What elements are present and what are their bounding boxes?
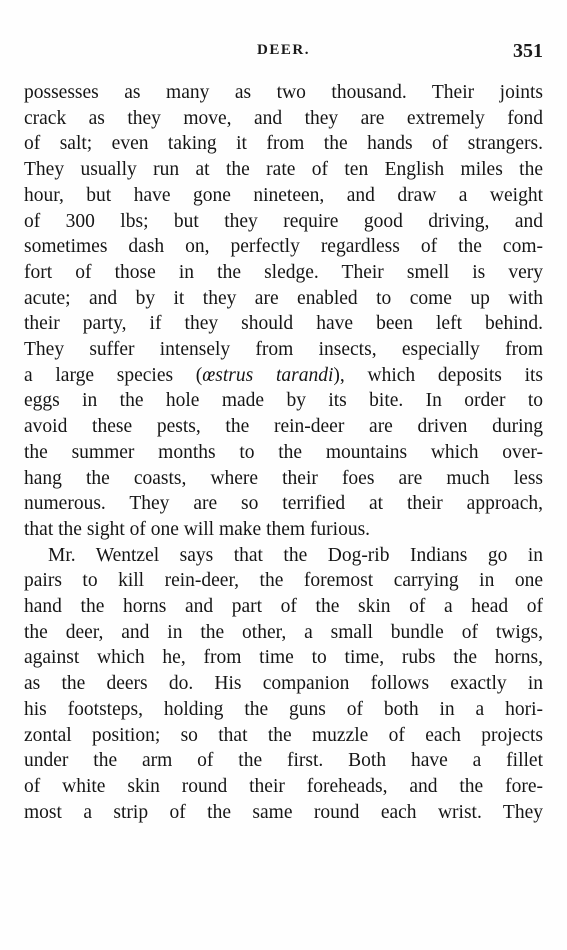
text-line: the deer, and in the other, a small bundle of twigs, [24,621,543,643]
species-name: œstrus tarandi [202,364,334,386]
text-line: hand the horns and part of the skin of a head of [24,596,543,618]
text-line: hour, but have gone nineteen, and draw a weight [24,184,543,206]
text-line: avoid these pests, the rein-deer are driven during [24,416,543,438]
text-line: They suffer intensely from insects, especially from [24,339,543,361]
page-number: 351 [513,40,543,62]
text-line: against which he, from time to time, rubs the horns, [24,647,543,669]
paragraph-1 [24,80,543,543]
text-line: fort of those in the sledge. Their smell is very [24,261,543,283]
text-line: of white skin round their foreheads, and the fore- [24,775,543,797]
text-line: zontal position; so that the muzzle of each projects [24,724,543,746]
text-line: numerous. They are so terrified at their approach, [24,493,543,515]
text-line: They usually run at the rate of ten English miles the [24,159,543,181]
text-line: of salt; even taking it from the hands of strangers. [24,133,543,155]
text-line: a large species (œstrus tarandi), which deposits its [24,364,543,386]
body-text [24,80,543,825]
text-line: sometimes dash on, perfectly regardless of the com- [24,236,543,258]
text-line: pairs to kill rein-deer, the foremost carrying in one [24,570,543,592]
text-line: hang the coasts, where their foes are much less [24,467,543,489]
text-line: that the sight of one will make them furious. [24,518,371,540]
text-line: crack as they move, and they are extremely fond [24,107,543,129]
text-line: acute; and by it they are enabled to come up with [24,287,543,309]
text-line: most a strip of the same round each wrist. They [24,801,543,823]
text-line: eggs in the hole made by its bite. In order to [24,390,543,412]
text-line: of 300 lbs; but they require good driving, and [24,210,543,232]
text-line: Mr. Wentzel says that the Dog-rib Indians go in [48,544,543,566]
text-line: possesses as many as two thousand. Their joints [24,82,543,103]
text-line: their party, if they should have been left behind. [24,313,543,335]
text-line: as the deers do. His companion follows exactly in [24,673,543,695]
paragraph-2 [24,543,543,826]
text-line: under the arm of the first. Both have a fillet [24,750,543,772]
page-header [24,42,543,66]
text-line: the summer months to the mountains which over- [24,441,543,463]
running-title: DEER. [257,42,310,58]
text-line: his footsteps, holding the guns of both in a hori- [24,698,543,720]
